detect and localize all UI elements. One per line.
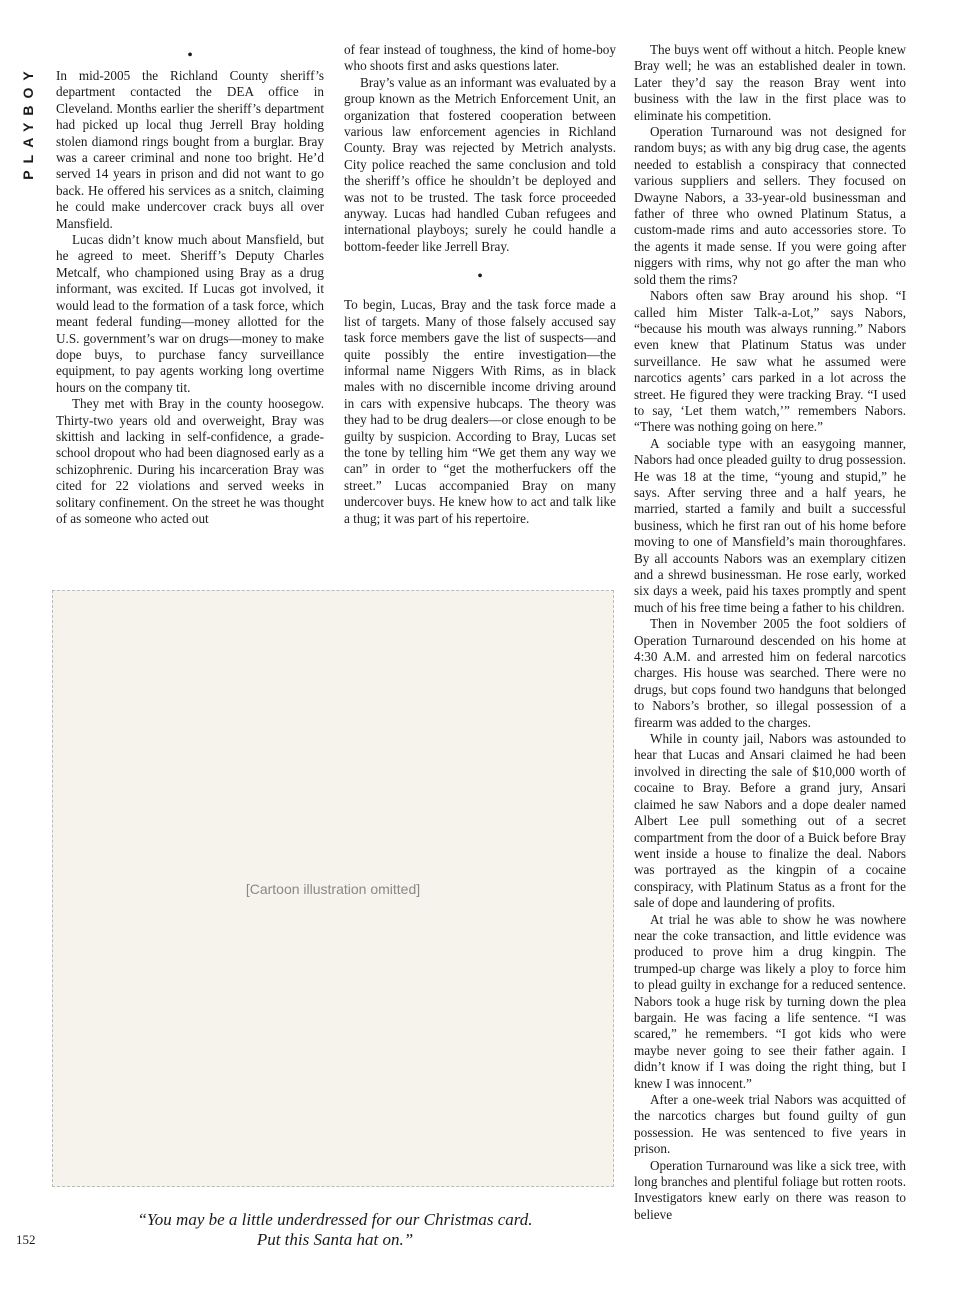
paragraph: Bray’s value as an informant was evaluated by a group known as the Metrich Enforcement Unit, an organization that fostered cooperation between various law enforcement agencies in Richland County. Bray was rejected by Metrich analysts. City police reached the same conclusion and told the sheriff’s office he shouldn’t be deployed and was not to be trusted. The task force proceeded anyway. Lucas had handled Cuban refugees and international playboys; surely he could handle a bottom-feeder like Jerrell Bray. (344, 74, 616, 254)
cartoon-placeholder (52, 590, 614, 1187)
caption-line: Put this Santa hat on.” (256, 1230, 414, 1249)
page-number: 152 (16, 1232, 36, 1247)
paragraph: A sociable type with an easygoing manner, Nabors had once pleaded guilty to drug possession. He was 18 at the time, “young and stupid,” he says. After serving three and a half years, he married, started a family and built a successful business, which he first ran out of his home before moving to one of Mansfield’s main thoroughfares. By all accounts Nabors was an exemplary citizen and a shrewd businessman. He rose early, worked six days a week, paid his taxes promptly and spent much of his free time being a father to his children. (634, 435, 906, 615)
paragraph: of fear instead of toughness, the kind of home-boy who shoots first and asks questions later. (344, 42, 616, 74)
paragraph: They met with Bray in the county hoosegow. Thirty-two years old and overweight, Bray was skittish and lacking in self-confidence, a grade-school dropout who had been diagnosed early as a schizophrenic. During his incarceration Bray was cited for 22 violations and served weeks in solitary confinement. On the street he was thought of as someone who acted out (56, 396, 324, 526)
cartoon-caption (90, 1210, 580, 1250)
section-bullet: • (477, 268, 483, 286)
section-bullet: • (187, 47, 193, 64)
paragraph: After a one-week trial Nabors was acquitted of the narcotics charges but found guilty of gun possession. He was sentenced to five years in prison. (634, 1092, 906, 1157)
paragraph: Then in November 2005 the foot soldiers of Operation Turnaround descended on his home at 4:30 A.M. and arrested him on federal narcotics charges. His house was searched. There were no drugs, but cops found two handguns that belonged to Nabors’s brother, so illegal possession of a firearm was added to the charges. (634, 616, 906, 730)
caption-line: “You may be a little underdressed for our Christmas card. (137, 1210, 533, 1229)
paragraph: Lucas didn’t know much about Mansfield, but he agreed to meet. Sheriff’s Deputy Charles Metcalf, who championed using Bray as a drug informant, was excited. If Lucas got involved, it would lead to the formation of a task force, which meant federal funding—money allotted for the U.S. government’s war on drugs—money to make dope buys, to purchase fancy surveillance equipment, to pay agents working long overtime hours on the company tit. (56, 232, 324, 395)
paragraph: While in county jail, Nabors was astounded to hear that Lucas and Ansari claimed he had been involved in directing the sale of $10,000 worth of cocaine to Bray. Before a grand jury, Ansari claimed he saw Nabors and a dope dealer named Albert Lee pull something out of a secret compartment from the door of a Buick before Bray went inside a house to finalize the deal. Nabors was portrayed as the kingpin of a cocaine conspiracy, with Platinum Status as a front for the sale of dope and laundering of profits. (634, 731, 906, 911)
article-column-3 (634, 42, 906, 1223)
paragraph: At trial he was able to show he was nowhere near the coke transaction, and little evidence was produced to prove him a drug kingpin. The trumped-up charge was likely a ploy to force him to plead guilty in exchange for a reduced sentence. Nabors took a huge risk by turning down the plea bargain. He was facing a life sentence. “I was scared,” he remembers. “I got kids who were maybe never going to see their father again. I didn’t know if I was doing the right thing, but I knew I was innocent.” (634, 911, 906, 1091)
magazine-masthead: PLAYBOY (20, 64, 36, 180)
placeholder-label: [Cartoon illustration omitted] (245, 880, 421, 897)
article-column-1 (56, 42, 324, 527)
paragraph: Nabors often saw Bray around his shop. “I called him Mister Talk-a-Lot,” says Nabors, “because his mouth was always running.” Nabors even knew that Platinum Status was under surveillance. He saw what he assumed were narcotics agents’ cars parked in a lot across the street. He figured they were tracking Bray. “I used to say, ‘Let them watch,’” remembers Nabors. “There was nothing going on here.” (634, 288, 906, 435)
paragraph: Operation Turnaround was not designed for random buys; as with any big drug case, the agents needed to establish a conspiracy that connected various suppliers and sellers. They focused on Dwayne Nabors, a 33-year-old businessman and father of three who owned Platinum Status, a custom-made rims and auto accessories store. To the agents it made sense. If you were going after niggers with rims, why not go after the man who sold them the rims? (634, 124, 906, 287)
paragraph: To begin, Lucas, Bray and the task force made a list of targets. Many of those falsely accused say task force members gave the list of suspects—and quite possibly the entire investigation—the informal name Niggers With Rims, as in black males with no discernible income driving around in cars with expensive hubcaps. The theory was they had to be drug dealers—or close enough to be guilty by suspicion. According to Bray, Lucas set the tone by telling him “We get them any way we can” in order to “get the motherfuckers off the street.” Lucas accompanied Bray on many undercover buys. He knew how to act and talk like a thug; it was part of his repertoire. (344, 297, 616, 526)
article-column-2 (344, 42, 616, 527)
paragraph: Operation Turnaround was like a sick tree, with long branches and plentiful foliage but rotten roots. Investigators knew early on there was reason to believe (634, 1157, 906, 1222)
paragraph: In mid-2005 the Richland County sheriff’s department contacted the DEA office in Cleveland. Months earlier the sheriff’s department had picked up local thug Jerrell Bray holding stolen diamond rings bought from a burglar. Bray was a career criminal and none too bright. He’d served 14 years in prison and did not want to go back. He offered his services as a snitch, claiming he could make undercover crack buys all over Mansfield. (56, 68, 324, 231)
paragraph: The buys went off without a hitch. People knew Bray well; he was an established dealer in town. Later they’d say the reason Bray went into business with the law in the first place was to eliminate his competition. (634, 42, 906, 123)
